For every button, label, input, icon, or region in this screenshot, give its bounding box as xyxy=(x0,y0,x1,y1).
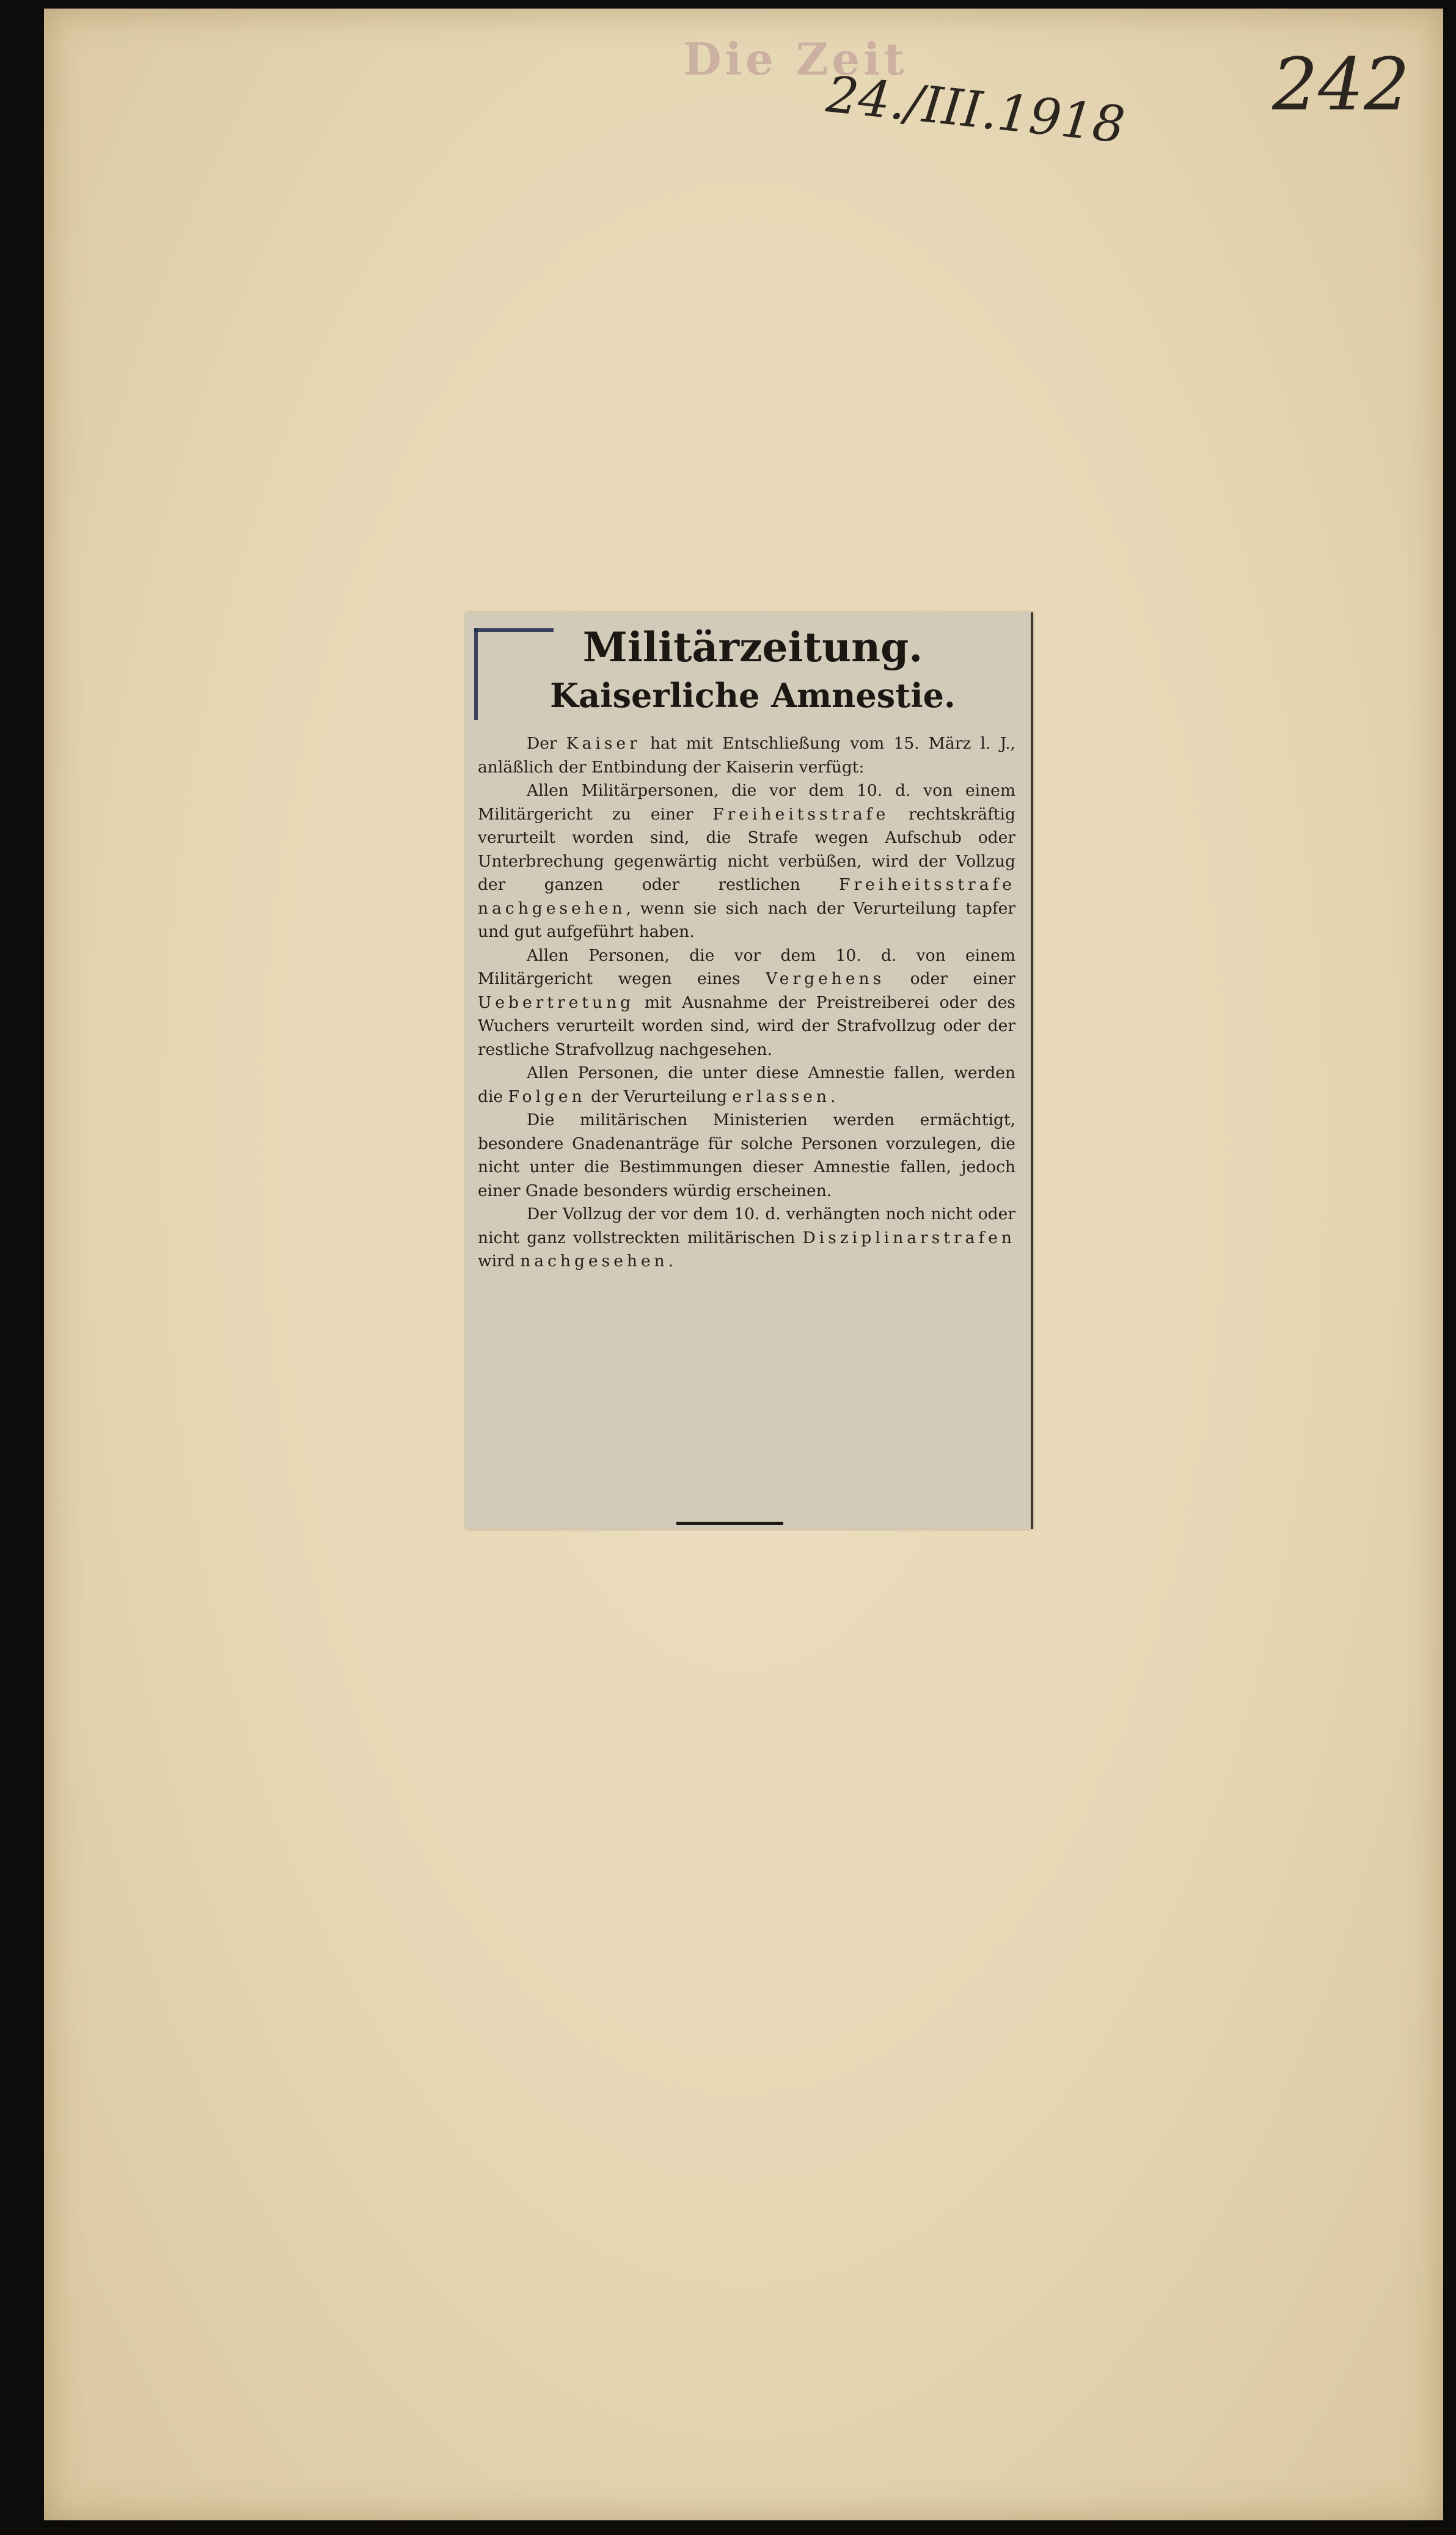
newspaper-stamp: Die Zeit xyxy=(683,33,908,85)
text-run: mit Ausnahme der Preistreiberei oder des Wuchers verurteilt worden sind, wird der Strafvollzug oder der restliche Strafvollzug nachgesehen. xyxy=(478,992,1015,1059)
text-run: , wenn sie sich nach der Verurteilung tapfer und gut aufgeführt haben. xyxy=(478,898,1015,941)
handwritten-date: 24./III.1918 xyxy=(824,65,1128,155)
text-run: Allen Personen, die vor dem 10. d. von einem Militärgericht wegen eines xyxy=(478,945,1015,988)
clipping-subheadline: Kaiserliche Amnestie. xyxy=(550,676,956,715)
article-paragraph xyxy=(478,779,1015,944)
text-run: . xyxy=(830,1087,836,1106)
spaced-text: erlassen xyxy=(732,1087,830,1106)
blue-pencil-mark xyxy=(474,628,478,720)
spaced-text: Freiheitsstrafe xyxy=(712,804,890,824)
text-run: hat mit Entschließung vom 15. März l. J., anläßlich der Entbindung der Kaiserin verfügt: xyxy=(478,734,1015,777)
article-paragraph xyxy=(478,732,1015,779)
spaced-text: Folgen xyxy=(508,1087,586,1106)
article-body xyxy=(478,732,1015,1274)
text-run: Allen Personen, die unter diese Amnestie fallen, werden die xyxy=(478,1063,1015,1106)
article-paragraph xyxy=(478,1062,1015,1109)
text-run: Der Vollzug der vor dem 10. d. verhängten noch nicht oder nicht ganz vollstreckten militärischen xyxy=(478,1205,1015,1247)
article-paragraph xyxy=(478,1109,1015,1203)
text-run: rechtskräftig verurteilt worden sind, die Strafe wegen Aufschub oder Unterbrechung gegenwärtig nicht verbüßen, wird der Vollzug der ganzen oder restlichen xyxy=(478,804,1015,894)
text-run: wird xyxy=(478,1252,521,1271)
spaced-text: Uebertretung xyxy=(478,992,635,1012)
end-rule xyxy=(676,1522,783,1525)
spaced-text: nachgesehen xyxy=(520,1252,668,1271)
article-paragraph xyxy=(478,944,1015,1062)
text-run: oder einer xyxy=(885,969,1015,988)
handwritten-page-number: 242 xyxy=(1272,42,1410,127)
text-run: der Verurteilung xyxy=(585,1087,733,1106)
text-run: . xyxy=(668,1252,674,1271)
text-run: Die militärischen Ministerien werden ermächtigt, besondere Gnadenanträge für solche Personen vorzulegen, die nicht unter die Bestimmungen dieser Amnestie fallen, jedoch einer Gnade besonders würdig erscheinen. xyxy=(478,1110,1015,1200)
spaced-text: Disziplinarstrafen xyxy=(802,1228,1015,1247)
spaced-text: Freiheitsstrafe nachgesehen xyxy=(478,875,1015,918)
spaced-text: Kaiser xyxy=(566,734,641,753)
text-run: Der xyxy=(527,734,566,753)
spaced-text: Vergehens xyxy=(766,969,885,988)
archive-sheet xyxy=(44,9,1443,2520)
article-paragraph xyxy=(478,1203,1015,1274)
newspaper-clipping xyxy=(466,612,1033,1529)
clipping-headline: Militärzeitung. xyxy=(582,623,923,671)
text-run: Allen Militärpersonen, die vor dem 10. d. von einem Militärgericht zu einer xyxy=(478,781,1015,824)
